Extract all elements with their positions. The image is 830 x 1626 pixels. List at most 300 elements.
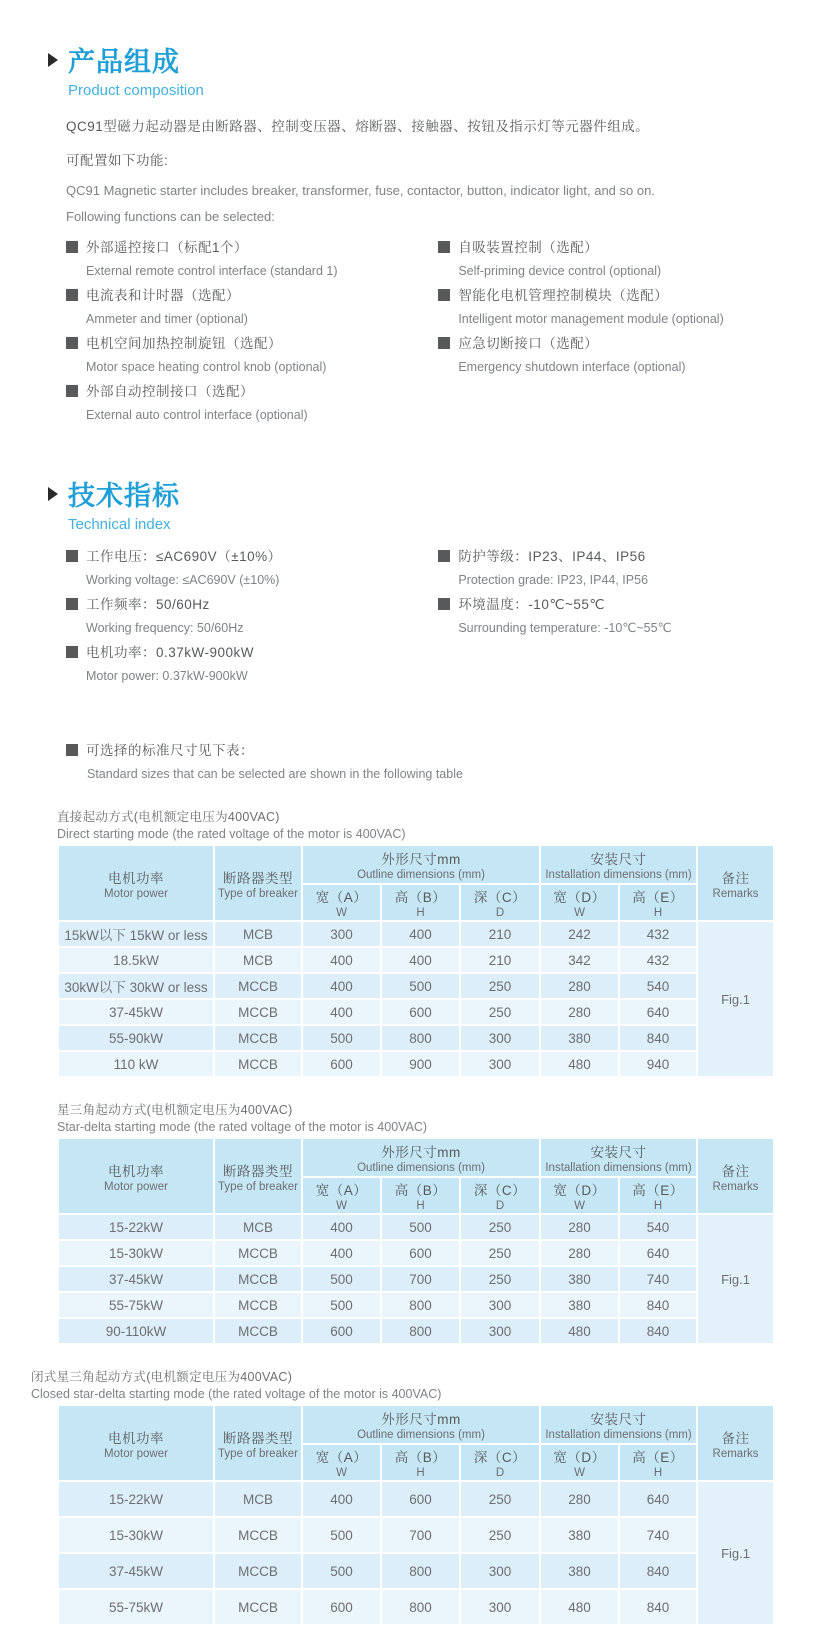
header-breaker-type-en: Type of breaker xyxy=(218,1447,298,1460)
feature-item-en: Emergency shutdown interface (optional) xyxy=(458,360,686,374)
feature-item-en: Intelligent motor management module (optional) xyxy=(458,312,724,326)
header-outline-dimensions xyxy=(302,1405,540,1444)
header-subcolumn-cn: 高（B） xyxy=(394,1450,447,1465)
header-subcolumn-cn: 宽（A） xyxy=(315,1183,368,1198)
table-cell: 432 xyxy=(619,947,697,973)
spec-item-cn-text: 环境温度：-10℃~55℃ xyxy=(458,597,606,612)
table-title xyxy=(57,1100,782,1134)
header-subcolumn-cn: 宽（D） xyxy=(553,1183,606,1198)
table-cell: 600 xyxy=(302,1051,381,1077)
header-subcolumn-cn: 高（E） xyxy=(632,1450,684,1465)
square-bullet-icon xyxy=(66,598,78,610)
section-marker-icon xyxy=(48,487,58,501)
table-cell: 500 xyxy=(302,1553,381,1589)
table-cell: 55-75kW xyxy=(58,1292,214,1318)
header-subcolumn xyxy=(619,1444,697,1481)
header-subcolumn-en: W xyxy=(574,907,585,919)
header-remarks xyxy=(697,1138,774,1214)
table-cell: MCCB xyxy=(214,1292,302,1318)
table-head xyxy=(58,845,774,921)
square-bullet-icon xyxy=(438,337,450,349)
table-title-en: Closed star-delta starting mode (the rated voltage of the motor is 400VAC) xyxy=(31,1387,442,1401)
table-cell: 55-90kW xyxy=(58,1025,214,1051)
table-cell: 300 xyxy=(302,921,381,947)
table-cell: MCCB xyxy=(214,1517,302,1553)
table-cell: 400 xyxy=(302,1214,381,1240)
spec-columns xyxy=(66,545,782,689)
spec-item-en: Surrounding temperature: -10℃~55℃ xyxy=(458,621,672,635)
table-row xyxy=(58,1292,774,1318)
square-bullet-icon xyxy=(438,598,450,610)
header-subcolumn-en: D xyxy=(495,1467,505,1479)
table-cell: 210 xyxy=(460,947,540,973)
feature-item-cn xyxy=(438,332,782,356)
feature-item-en: Motor space heating control knob (optional) xyxy=(86,360,327,374)
feature-item-en: Ammeter and timer (optional) xyxy=(86,312,248,326)
header-motor-power-en: Motor power xyxy=(104,1447,168,1460)
table-cell: 300 xyxy=(460,1318,540,1344)
header-subcolumn xyxy=(460,1177,540,1214)
table-cell: 250 xyxy=(460,999,540,1025)
header-subcolumn-cn: 宽（A） xyxy=(315,890,368,905)
header-subcolumn-en: W xyxy=(574,1467,585,1479)
header-subcolumn-en: W xyxy=(336,1467,347,1479)
header-subcolumn xyxy=(619,1177,697,1214)
table-head xyxy=(58,1138,774,1214)
header-subcolumn-en: H xyxy=(653,907,663,919)
table-row xyxy=(58,973,774,999)
table-cell: 500 xyxy=(302,1292,381,1318)
table-cell: 30kW以下 30kW or less xyxy=(58,973,214,999)
table-cell: MCB xyxy=(214,921,302,947)
table-cell: MCB xyxy=(214,1214,302,1240)
feature-columns xyxy=(66,236,782,428)
header-row-groups xyxy=(58,1405,774,1444)
table-cell: 300 xyxy=(460,1051,540,1077)
table-cell: 700 xyxy=(381,1266,460,1292)
header-remarks xyxy=(697,845,774,921)
header-subcolumn-cn: 宽（D） xyxy=(553,890,606,905)
spec-item-cn-text: 电机功率：0.37kW-900kW xyxy=(86,645,255,660)
square-bullet-icon xyxy=(66,550,78,562)
table-cell: 242 xyxy=(540,921,619,947)
spec-table-block xyxy=(48,807,782,1078)
table-cell: 250 xyxy=(460,1266,540,1292)
spec-item xyxy=(438,593,782,639)
square-bullet-icon xyxy=(66,646,78,658)
table-cell: 800 xyxy=(381,1589,460,1625)
table-cell: 640 xyxy=(619,1240,697,1266)
table-cell: 600 xyxy=(381,1481,460,1517)
square-bullet-icon xyxy=(438,241,450,253)
header-subcolumn-en: W xyxy=(574,1200,585,1212)
header-motor-power-cn: 电机功率 xyxy=(108,1430,164,1446)
table-cell: 900 xyxy=(381,1051,460,1077)
table-cell: 540 xyxy=(619,1214,697,1240)
feature-item xyxy=(66,284,438,330)
header-subcolumn-en: H xyxy=(653,1467,663,1479)
table-title-cn: 直接起动方式(电机额定电压为400VAC) xyxy=(57,810,280,824)
table-cell: 640 xyxy=(619,1481,697,1517)
table-cell: 700 xyxy=(381,1517,460,1553)
square-bullet-icon xyxy=(66,241,78,253)
header-subcolumn-en: H xyxy=(653,1200,663,1212)
spec-item-cn-text: 工作电压：≤AC690V（±10%） xyxy=(86,549,282,564)
feature-item xyxy=(66,236,438,282)
table-cell: 300 xyxy=(460,1025,540,1051)
header-subcolumn xyxy=(381,1444,460,1481)
header-subcolumn-cn: 宽（D） xyxy=(553,1450,606,1465)
table-cell: 800 xyxy=(381,1553,460,1589)
header-outline-dimensions xyxy=(302,845,540,884)
remarks-cell: Fig.1 xyxy=(697,1481,774,1625)
spec-item-cn-text: 工作频率：50/60Hz xyxy=(86,597,210,612)
header-subcolumn xyxy=(619,884,697,921)
table-row xyxy=(58,1589,774,1625)
table-row xyxy=(58,1051,774,1077)
header-subcolumn xyxy=(302,1177,381,1214)
section-technical-index xyxy=(48,474,782,689)
table-cell: 600 xyxy=(302,1318,381,1344)
table-cell: 280 xyxy=(540,999,619,1025)
table-cell: 500 xyxy=(302,1517,381,1553)
feature-item-cn xyxy=(438,284,782,308)
table-title xyxy=(31,1367,782,1401)
table-cell: 280 xyxy=(540,1240,619,1266)
header-breaker-type-cn: 断路器类型 xyxy=(223,870,293,886)
header-motor-power xyxy=(58,1405,214,1481)
table-cell: 55-75kW xyxy=(58,1589,214,1625)
spec-item xyxy=(66,641,438,687)
technical-index-header xyxy=(48,474,782,513)
table-cell: 400 xyxy=(302,999,381,1025)
table-row xyxy=(58,1025,774,1051)
section-marker-icon xyxy=(48,53,58,67)
feature-item-en: External auto control interface (optional) xyxy=(86,408,308,422)
feature-item-cn xyxy=(66,332,438,356)
header-subcolumn-cn: 高（E） xyxy=(632,1183,684,1198)
table-cell: 15kW以下 15kW or less xyxy=(58,921,214,947)
table-cell: 300 xyxy=(460,1292,540,1318)
square-bullet-icon xyxy=(438,289,450,301)
header-breaker-type-en: Type of breaker xyxy=(218,887,298,900)
spec-item-cn xyxy=(438,545,782,569)
header-remarks xyxy=(697,1405,774,1481)
header-subcolumn xyxy=(302,884,381,921)
table-cell: 15-22kW xyxy=(58,1214,214,1240)
header-motor-power-en: Motor power xyxy=(104,887,168,900)
feature-item-cn-text: 应急切断接口（选配） xyxy=(458,336,599,351)
header-subcolumn-en: H xyxy=(416,1200,425,1212)
table-cell: MCCB xyxy=(214,1025,302,1051)
feature-item-cn xyxy=(66,380,438,404)
table-cell: 500 xyxy=(381,1214,460,1240)
square-bullet-icon xyxy=(66,337,78,349)
table-cell: 250 xyxy=(460,1481,540,1517)
table-cell: 250 xyxy=(460,1517,540,1553)
table-cell: 37-45kW xyxy=(58,1553,214,1589)
spec-table xyxy=(57,1404,775,1626)
header-subcolumn-cn: 深（C） xyxy=(473,890,527,905)
header-installation-dimensions-cn: 安装尺寸 xyxy=(590,1145,647,1160)
table-cell: 15-30kW xyxy=(58,1517,214,1553)
table-cell: 940 xyxy=(619,1051,697,1077)
table-cell: 480 xyxy=(540,1589,619,1625)
table-cell: 840 xyxy=(619,1025,697,1051)
table-cell: 740 xyxy=(619,1266,697,1292)
table-cell: MCCB xyxy=(214,1589,302,1625)
header-subcolumn-en: W xyxy=(336,907,347,919)
table-row xyxy=(58,1266,774,1292)
spec-item xyxy=(66,545,438,591)
intro-line: QC91型磁力起动器是由断路器、控制变压器、熔断器、接触器、按钮及指示灯等元器件组成。 xyxy=(66,119,650,134)
table-cell: 280 xyxy=(540,973,619,999)
header-subcolumn-cn: 高（B） xyxy=(394,890,447,905)
header-outline-dimensions-en: Outline dimensions (mm) xyxy=(357,1429,485,1441)
feature-item-en: Self-priming device control (optional) xyxy=(458,264,662,278)
remarks-cell: Fig.1 xyxy=(697,921,774,1077)
feature-item-cn-text: 电流表和计时器（选配） xyxy=(86,288,240,303)
table-row xyxy=(58,1214,774,1240)
feature-item-cn-text: 电机空间加热控制旋钮（选配） xyxy=(86,336,282,351)
feature-item xyxy=(438,332,782,378)
feature-item-cn xyxy=(66,284,438,308)
header-subcolumn-cn: 高（E） xyxy=(632,890,684,905)
header-motor-power xyxy=(58,845,214,921)
table-cell: 500 xyxy=(302,1025,381,1051)
table-cell: 480 xyxy=(540,1318,619,1344)
header-remarks-en: Remarks xyxy=(712,887,759,900)
square-bullet-icon xyxy=(438,550,450,562)
table-cell: 400 xyxy=(302,1240,381,1266)
table-cell: 280 xyxy=(540,1481,619,1517)
spec-item-en: Motor power: 0.37kW-900kW xyxy=(86,669,248,683)
header-subcolumn-en: D xyxy=(495,907,505,919)
header-subcolumn xyxy=(540,1177,619,1214)
square-bullet-icon xyxy=(66,289,78,301)
table-row xyxy=(58,1517,774,1553)
table-cell: 300 xyxy=(460,1589,540,1625)
header-subcolumn xyxy=(540,884,619,921)
header-installation-dimensions xyxy=(540,1138,697,1177)
header-subcolumn-en: H xyxy=(416,1467,425,1479)
product-composition-title-en: Product composition xyxy=(68,82,204,99)
table-cell: 15-22kW xyxy=(58,1481,214,1517)
table-cell: 840 xyxy=(619,1318,697,1344)
table-cell: 840 xyxy=(619,1589,697,1625)
header-installation-dimensions-cn: 安装尺寸 xyxy=(590,1412,647,1427)
feature-list-right xyxy=(438,236,782,428)
product-composition-header xyxy=(48,40,782,79)
square-bullet-icon xyxy=(66,744,78,756)
header-subcolumn-cn: 高（B） xyxy=(394,1183,447,1198)
table-cell: MCCB xyxy=(214,1051,302,1077)
table-cell: 600 xyxy=(381,1240,460,1266)
table-title-cn: 星三角起动方式(电机额定电压为400VAC) xyxy=(57,1103,293,1117)
spec-item-cn-text: 防护等级：IP23、IP44、IP56 xyxy=(458,549,646,564)
table-body xyxy=(58,1481,774,1625)
header-outline-dimensions-cn: 外形尺寸mm xyxy=(381,852,461,867)
table-row xyxy=(58,1240,774,1266)
header-motor-power xyxy=(58,1138,214,1214)
table-cell: 250 xyxy=(460,1240,540,1266)
product-composition-title-cn: 产品组成 xyxy=(68,47,180,77)
table-cell: 280 xyxy=(540,1214,619,1240)
table-cell: 18.5kW xyxy=(58,947,214,973)
remarks-cell: Fig.1 xyxy=(697,1214,774,1344)
table-cell: MCCB xyxy=(214,1266,302,1292)
header-subcolumn-cn: 宽（A） xyxy=(315,1450,368,1465)
table-cell: 800 xyxy=(381,1292,460,1318)
intro-paragraphs xyxy=(66,115,782,224)
header-motor-power-cn: 电机功率 xyxy=(108,1163,164,1179)
header-breaker-type xyxy=(214,845,302,921)
header-subcolumn xyxy=(460,1444,540,1481)
table-cell: 90-110kW xyxy=(58,1318,214,1344)
feature-list-left xyxy=(66,236,438,428)
header-subcolumn xyxy=(381,884,460,921)
table-body xyxy=(58,921,774,1077)
spec-item-en: Working frequency: 50/60Hz xyxy=(86,621,244,635)
header-installation-dimensions-cn: 安装尺寸 xyxy=(590,852,647,867)
table-title-en: Direct starting mode (the rated voltage of the motor is 400VAC) xyxy=(57,827,406,841)
table-cell: 37-45kW xyxy=(58,1266,214,1292)
table-cell: 480 xyxy=(540,1051,619,1077)
table-cell: 400 xyxy=(302,1481,381,1517)
header-row-groups xyxy=(58,1138,774,1177)
feature-item xyxy=(438,236,782,282)
header-subcolumn-en: W xyxy=(336,1200,347,1212)
table-title-en: Star-delta starting mode (the rated voltage of the motor is 400VAC) xyxy=(57,1120,428,1134)
standard-sizes-note-cn xyxy=(66,739,782,763)
table-cell: 37-45kW xyxy=(58,999,214,1025)
table-cell: 800 xyxy=(381,1025,460,1051)
table-cell: 640 xyxy=(619,999,697,1025)
table-row xyxy=(58,947,774,973)
header-subcolumn xyxy=(381,1177,460,1214)
standard-sizes-note xyxy=(66,739,782,785)
header-installation-dimensions xyxy=(540,845,697,884)
header-breaker-type-cn: 断路器类型 xyxy=(223,1430,293,1446)
spec-item xyxy=(66,593,438,639)
table-cell: 380 xyxy=(540,1025,619,1051)
spec-table-block xyxy=(48,1100,782,1345)
table-cell: 600 xyxy=(302,1589,381,1625)
header-breaker-type xyxy=(214,1138,302,1214)
table-cell: 500 xyxy=(302,1266,381,1292)
table-cell: MCCB xyxy=(214,1553,302,1589)
table-cell: 800 xyxy=(381,1318,460,1344)
feature-item-cn-text: 智能化电机管理控制模块（选配） xyxy=(458,288,669,303)
header-outline-dimensions-en: Outline dimensions (mm) xyxy=(357,1162,485,1174)
table-row xyxy=(58,1553,774,1589)
table-cell: 840 xyxy=(619,1292,697,1318)
table-row xyxy=(58,999,774,1025)
spec-tables-container xyxy=(31,807,782,1626)
standard-sizes-note-cn-text: 可选择的标准尺寸见下表： xyxy=(86,743,254,758)
table-cell: 250 xyxy=(460,973,540,999)
feature-item xyxy=(66,380,438,426)
section-product-composition xyxy=(48,40,782,428)
header-remarks-cn: 备注 xyxy=(721,1163,750,1179)
header-breaker-type-en: Type of breaker xyxy=(218,1180,298,1193)
spec-item-en: Protection grade: IP23, IP44, IP56 xyxy=(458,573,649,587)
header-installation-dimensions-en: Installation dimensions (mm) xyxy=(545,869,692,881)
table-row xyxy=(58,1318,774,1344)
header-outline-dimensions-cn: 外形尺寸mm xyxy=(381,1412,461,1427)
feature-item-cn-text: 外部自动控制接口（选配） xyxy=(86,384,254,399)
table-cell: 400 xyxy=(381,921,460,947)
spec-table xyxy=(57,844,775,1078)
header-breaker-type xyxy=(214,1405,302,1481)
feature-item-cn-text: 外部遥控接口（标配1个） xyxy=(86,240,249,255)
spec-item-en: Working voltage: ≤AC690V (±10%) xyxy=(86,573,280,587)
header-subcolumn xyxy=(302,1444,381,1481)
table-title-cn: 闭式星三角起动方式(电机额定电压为400VAC) xyxy=(31,1370,293,1384)
table-row xyxy=(58,1481,774,1517)
spec-item-cn xyxy=(66,641,438,665)
spec-list-right xyxy=(438,545,782,689)
table-cell: MCB xyxy=(214,947,302,973)
table-cell: 740 xyxy=(619,1517,697,1553)
intro-line: QC91 Magnetic starter includes breaker, transformer, fuse, contactor, button, indicator light, and so on. xyxy=(66,183,655,198)
standard-sizes-note-en: Standard sizes that can be selected are shown in the following table xyxy=(87,767,463,781)
intro-line: 可配置如下功能: xyxy=(66,153,169,168)
table-cell: 380 xyxy=(540,1292,619,1318)
header-outline-dimensions-en: Outline dimensions (mm) xyxy=(357,869,485,881)
spec-table xyxy=(57,1137,775,1345)
feature-item-en: External remote control interface (standard 1) xyxy=(86,264,338,278)
table-cell: 342 xyxy=(540,947,619,973)
spec-table-block xyxy=(31,1367,782,1626)
table-cell: 540 xyxy=(619,973,697,999)
square-bullet-icon xyxy=(66,385,78,397)
header-remarks-cn: 备注 xyxy=(721,1430,750,1446)
technical-index-title-cn: 技术指标 xyxy=(68,481,180,511)
header-subcolumn xyxy=(540,1444,619,1481)
header-installation-dimensions-en: Installation dimensions (mm) xyxy=(545,1429,692,1441)
table-cell: 110 kW xyxy=(58,1051,214,1077)
table-cell: MCCB xyxy=(214,973,302,999)
spec-list-left xyxy=(66,545,438,689)
header-subcolumn-cn: 深（C） xyxy=(473,1450,527,1465)
header-installation-dimensions-en: Installation dimensions (mm) xyxy=(545,1162,692,1174)
header-motor-power-en: Motor power xyxy=(104,1180,168,1193)
feature-item xyxy=(66,332,438,378)
table-cell: 15-30kW xyxy=(58,1240,214,1266)
header-subcolumn-en: H xyxy=(416,907,425,919)
table-cell: 600 xyxy=(381,999,460,1025)
feature-item-cn xyxy=(438,236,782,260)
table-cell: MCCB xyxy=(214,999,302,1025)
table-cell: 432 xyxy=(619,921,697,947)
header-remarks-en: Remarks xyxy=(712,1180,759,1193)
table-row xyxy=(58,921,774,947)
table-cell: 500 xyxy=(381,973,460,999)
spec-item-cn xyxy=(66,593,438,617)
table-cell: MCCB xyxy=(214,1240,302,1266)
header-subcolumn-cn: 深（C） xyxy=(473,1183,527,1198)
header-remarks-en: Remarks xyxy=(712,1447,759,1460)
header-row-groups xyxy=(58,845,774,884)
table-cell: 840 xyxy=(619,1553,697,1589)
spec-item-cn xyxy=(66,545,438,569)
table-cell: 380 xyxy=(540,1517,619,1553)
table-cell: 250 xyxy=(460,1214,540,1240)
table-cell: 380 xyxy=(540,1553,619,1589)
intro-line: Following functions can be selected: xyxy=(66,209,275,224)
table-cell: 400 xyxy=(381,947,460,973)
